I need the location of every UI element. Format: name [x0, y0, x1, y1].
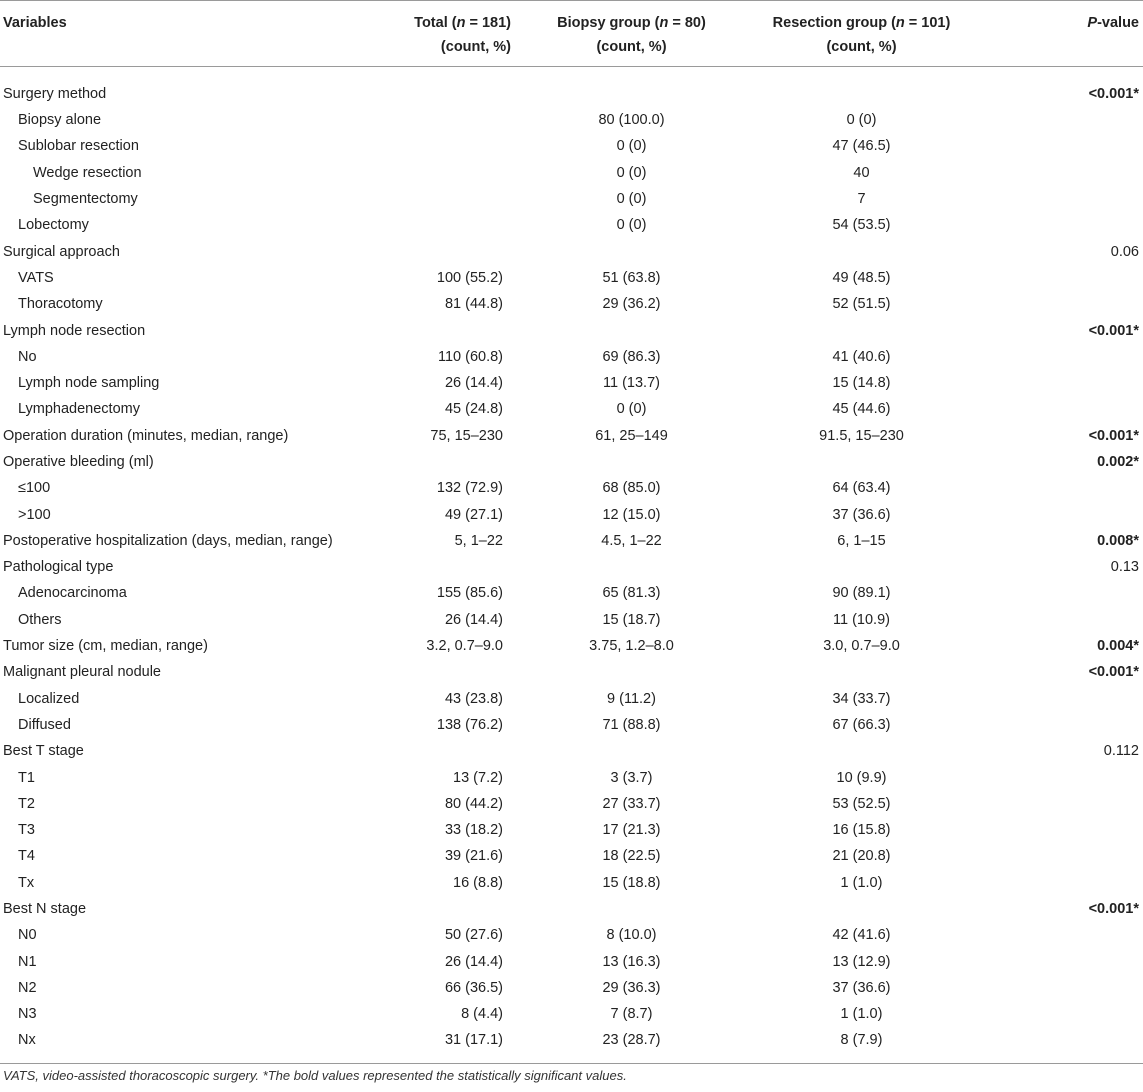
row-resection-value: 11 (10.9) — [833, 611, 890, 628]
row-pvalue — [975, 975, 1143, 1001]
row-biopsy-value: 65 (81.3) — [602, 585, 661, 602]
row-total-value: 33 (18.2) — [444, 822, 503, 839]
row-resection-value: 67 (66.3) — [832, 716, 891, 733]
row-total-value: 49 (27.1) — [444, 506, 503, 523]
row-biopsy-value: 29 (36.2) — [602, 296, 661, 313]
row-total-value: 138 (76.2) — [436, 716, 503, 733]
row-resection-value — [748, 449, 975, 475]
row-total-value — [394, 238, 515, 264]
row-biopsy-value — [515, 738, 748, 764]
row-variable-label: No — [18, 348, 37, 365]
row-variable-label: Nx — [18, 1032, 36, 1049]
row-biopsy-value: 68 (85.0) — [602, 480, 661, 497]
row-total-value: 45 (24.8) — [444, 401, 503, 418]
table-row — [0, 686, 1143, 712]
row-resection-value: 42 (41.6) — [832, 927, 891, 944]
row-pvalue: 0.06 — [1110, 243, 1139, 260]
row-biopsy-value: 71 (88.8) — [602, 716, 661, 733]
row-variable-label: ≤100 — [18, 480, 51, 497]
row-variable-label: Best N stage — [3, 901, 87, 918]
row-biopsy-value: 29 (36.3) — [602, 979, 661, 996]
row-pvalue — [975, 107, 1143, 133]
row-variable-label: Tx — [18, 874, 35, 891]
row-resection-value: 90 (89.1) — [832, 585, 891, 602]
row-biopsy-value — [515, 554, 748, 580]
row-total-value — [394, 212, 515, 238]
row-total-value — [394, 896, 515, 922]
header-resection-title: Resection group (n = 101) — [772, 15, 951, 31]
row-pvalue: <0.001* — [1088, 664, 1139, 681]
row-variable-label: T3 — [18, 822, 35, 839]
row-pvalue — [975, 843, 1143, 869]
row-total-value: 100 (55.2) — [436, 269, 503, 286]
table-row — [0, 1027, 1143, 1064]
row-biopsy-value: 0 (0) — [616, 138, 647, 155]
header-total-title: Total (n = 181) — [414, 15, 511, 31]
table-row — [0, 949, 1143, 975]
table-row — [0, 817, 1143, 843]
header-resection-unit: (count, %) — [826, 39, 897, 55]
row-resection-value: 3.0, 0.7–9.0 — [823, 638, 900, 655]
row-resection-value: 8 (7.9) — [840, 1032, 883, 1049]
table-row — [0, 922, 1143, 948]
table-row — [0, 370, 1143, 396]
row-pvalue — [975, 607, 1143, 633]
table-row — [0, 633, 1143, 659]
row-resection-value: 47 (46.5) — [832, 138, 891, 155]
row-resection-value: 10 (9.9) — [836, 769, 887, 786]
table-row — [0, 212, 1143, 238]
row-variable-label: Localized — [18, 690, 80, 707]
table-row — [0, 265, 1143, 291]
row-biopsy-value — [515, 238, 748, 264]
row-resection-value: 16 (15.8) — [832, 822, 891, 839]
row-resection-value — [748, 896, 975, 922]
row-resection-value: 45 (44.6) — [832, 401, 891, 418]
row-variable-label: Wedge resection — [33, 164, 142, 181]
row-resection-value: 6, 1–15 — [837, 532, 886, 549]
table-row — [0, 501, 1143, 527]
row-variable-label: Surgical approach — [3, 243, 120, 260]
row-variable-label: Lymph node sampling — [18, 375, 160, 392]
row-resection-value — [748, 738, 975, 764]
table-row — [0, 975, 1143, 1001]
row-biopsy-value: 7 (8.7) — [610, 1006, 653, 1023]
row-pvalue — [975, 265, 1143, 291]
row-biopsy-value: 27 (33.7) — [602, 795, 661, 812]
header-row — [0, 1, 1143, 67]
row-biopsy-value: 12 (15.0) — [602, 506, 661, 523]
row-total-value — [394, 317, 515, 343]
row-total-value: 43 (23.8) — [444, 690, 503, 707]
row-total-value — [394, 160, 515, 186]
row-total-value: 3.2, 0.7–9.0 — [426, 638, 503, 655]
row-variable-label: N3 — [18, 1006, 37, 1023]
row-biopsy-value: 0 (0) — [616, 217, 647, 234]
row-pvalue — [975, 949, 1143, 975]
header-variables — [0, 1, 394, 67]
row-variable-label: Adenocarcinoma — [18, 585, 127, 602]
row-resection-value: 53 (52.5) — [832, 795, 891, 812]
row-biopsy-value: 61, 25–149 — [595, 427, 668, 444]
row-resection-value: 41 (40.6) — [832, 348, 891, 365]
row-resection-value: 91.5, 15–230 — [819, 427, 904, 444]
table-row — [0, 238, 1143, 264]
header-biopsy-title: Biopsy group (n = 80) — [557, 15, 706, 31]
row-total-value: 39 (21.6) — [444, 848, 503, 865]
table-row — [0, 896, 1143, 922]
row-pvalue — [975, 212, 1143, 238]
row-variable-label: T2 — [18, 795, 35, 812]
row-resection-value: 1 (1.0) — [840, 1006, 883, 1023]
row-variable-label: Diffused — [18, 716, 71, 733]
row-biopsy-value: 15 (18.8) — [602, 874, 661, 891]
row-variable-label: N0 — [18, 927, 37, 944]
row-total-value: 13 (7.2) — [453, 769, 503, 786]
table-row — [0, 870, 1143, 896]
table-row — [0, 449, 1143, 475]
table-row — [0, 396, 1143, 422]
row-biopsy-value — [515, 317, 748, 343]
row-biopsy-value: 23 (28.7) — [602, 1032, 661, 1049]
row-resection-value — [748, 238, 975, 264]
row-pvalue — [975, 370, 1143, 396]
table-row — [0, 67, 1143, 108]
table-row — [0, 580, 1143, 606]
header-biopsy — [515, 1, 748, 67]
row-total-value: 66 (36.5) — [444, 979, 503, 996]
row-total-value: 75, 15–230 — [430, 427, 503, 444]
row-biopsy-value: 0 (0) — [616, 164, 647, 181]
row-biopsy-value: 80 (100.0) — [598, 112, 665, 129]
row-total-value: 50 (27.6) — [444, 927, 503, 944]
table-row — [0, 659, 1143, 685]
row-total-value: 16 (8.8) — [453, 874, 503, 891]
row-pvalue — [975, 712, 1143, 738]
table-row — [0, 764, 1143, 790]
row-total-value: 26 (14.4) — [444, 375, 503, 392]
row-total-value: 81 (44.8) — [444, 296, 503, 313]
row-pvalue: 0.004* — [1097, 638, 1139, 655]
row-total-value — [394, 659, 515, 685]
row-total-value — [394, 738, 515, 764]
row-resection-value: 13 (12.9) — [832, 953, 891, 970]
row-variable-label: Lobectomy — [18, 217, 89, 234]
row-biopsy-value: 0 (0) — [616, 191, 647, 208]
row-biopsy-value — [515, 896, 748, 922]
row-biopsy-value: 15 (18.7) — [602, 611, 661, 628]
row-pvalue — [975, 922, 1143, 948]
row-resection-value: 49 (48.5) — [832, 269, 891, 286]
table-row — [0, 843, 1143, 869]
row-biopsy-value: 0 (0) — [616, 401, 647, 418]
row-pvalue — [975, 133, 1143, 159]
row-pvalue — [975, 291, 1143, 317]
table-row — [0, 528, 1143, 554]
row-biopsy-value: 13 (16.3) — [602, 953, 661, 970]
row-variable-label: N1 — [18, 953, 37, 970]
table-row — [0, 186, 1143, 212]
row-pvalue — [975, 580, 1143, 606]
row-pvalue: 0.002* — [1097, 454, 1139, 470]
table-footnote: VATS, video-assisted thoracoscopic surgery. *The bold values represented the statistically significant values. — [3, 1068, 627, 1083]
row-biopsy-value: 3.75, 1.2–8.0 — [589, 638, 674, 655]
row-variable-label: T1 — [18, 769, 35, 786]
row-pvalue — [975, 396, 1143, 422]
row-pvalue — [975, 1001, 1143, 1027]
row-total-value — [394, 107, 515, 133]
row-pvalue: 0.13 — [1110, 559, 1139, 576]
row-total-value: 26 (14.4) — [444, 611, 503, 628]
row-pvalue — [975, 764, 1143, 790]
row-biopsy-value — [515, 449, 748, 475]
row-pvalue — [975, 344, 1143, 370]
row-variable-label: Others — [18, 611, 62, 628]
row-variable-label: Lymphadenectomy — [18, 401, 140, 418]
header-pvalue: P-value — [1087, 15, 1139, 31]
header-resection — [748, 1, 975, 67]
row-total-value: 110 (60.8) — [437, 348, 503, 365]
row-resection-value — [748, 554, 975, 580]
table-row — [0, 738, 1143, 764]
row-total-value — [394, 67, 515, 108]
row-pvalue: 0.112 — [1103, 743, 1139, 760]
row-resection-value: 21 (20.8) — [832, 848, 891, 865]
table-row — [0, 317, 1143, 343]
header-total — [394, 1, 515, 67]
row-pvalue — [975, 501, 1143, 527]
row-total-value: 31 (17.1) — [444, 1032, 503, 1049]
row-total-value — [394, 554, 515, 580]
row-pvalue — [975, 186, 1143, 212]
row-resection-value: 54 (53.5) — [832, 217, 891, 234]
row-biopsy-value: 69 (86.3) — [602, 348, 661, 365]
row-resection-value — [748, 317, 975, 343]
table-row — [0, 107, 1143, 133]
row-variable-label: T4 — [18, 848, 35, 865]
header-variables-label: Variables — [3, 15, 67, 31]
row-variable-label: Surgery method — [3, 86, 107, 102]
row-biopsy-value: 9 (11.2) — [607, 690, 656, 707]
row-variable-label: Pathological type — [3, 559, 114, 576]
row-pvalue — [975, 160, 1143, 186]
table-row — [0, 554, 1143, 580]
row-resection-value: 34 (33.7) — [832, 690, 891, 707]
table-row — [0, 423, 1143, 449]
row-resection-value — [748, 659, 975, 685]
row-resection-value: 37 (36.6) — [832, 506, 891, 523]
row-variable-label: Operative bleeding (ml) — [3, 454, 154, 470]
table-row — [0, 133, 1143, 159]
row-variable-label: Postoperative hospitalization (days, median, range) — [3, 532, 333, 549]
row-variable-label: Operation duration (minutes, median, range) — [3, 427, 289, 444]
table-row — [0, 344, 1143, 370]
row-resection-value: 1 (1.0) — [840, 874, 883, 891]
row-biopsy-value: 18 (22.5) — [602, 848, 661, 865]
row-pvalue — [975, 686, 1143, 712]
row-total-value: 155 (85.6) — [436, 585, 503, 602]
header-total-unit: (count, %) — [440, 39, 511, 55]
row-resection-value: 0 (0) — [846, 112, 877, 129]
row-biopsy-value — [515, 67, 748, 108]
row-variable-label: Tumor size (cm, median, range) — [3, 638, 208, 655]
row-variable-label: Segmentectomy — [33, 191, 138, 208]
table-body — [0, 67, 1143, 1064]
row-total-value — [394, 133, 515, 159]
row-variable-label: Lymph node resection — [3, 322, 146, 339]
row-pvalue — [975, 870, 1143, 896]
table-row — [0, 791, 1143, 817]
row-biopsy-value — [515, 659, 748, 685]
row-resection-value: 7 — [857, 191, 866, 208]
row-pvalue: <0.001* — [1088, 86, 1139, 102]
row-biopsy-value: 17 (21.3) — [602, 822, 661, 839]
row-total-value: 26 (14.4) — [444, 953, 503, 970]
row-resection-value — [748, 67, 975, 108]
row-variable-label: Thoracotomy — [18, 296, 103, 313]
row-total-value: 80 (44.2) — [444, 795, 503, 812]
row-pvalue — [975, 475, 1143, 501]
row-pvalue: <0.001* — [1088, 901, 1139, 918]
row-pvalue — [975, 1027, 1143, 1064]
row-pvalue: <0.001* — [1088, 427, 1139, 444]
row-variable-label: Sublobar resection — [18, 138, 139, 155]
row-variable-label: Best T stage — [3, 743, 84, 760]
table-row — [0, 160, 1143, 186]
row-variable-label: Biopsy alone — [18, 112, 102, 129]
row-total-value: 8 (4.4) — [461, 1006, 503, 1023]
row-resection-value: 15 (14.8) — [832, 375, 891, 392]
row-resection-value: 37 (36.6) — [832, 979, 891, 996]
row-total-value — [394, 449, 515, 475]
row-variable-label: VATS — [18, 269, 54, 286]
row-pvalue: <0.001* — [1088, 322, 1139, 339]
row-biopsy-value: 8 (10.0) — [606, 927, 657, 944]
row-total-value — [394, 186, 515, 212]
row-pvalue — [975, 791, 1143, 817]
row-biopsy-value: 51 (63.8) — [602, 269, 661, 286]
row-variable-label: >100 — [18, 506, 51, 523]
table-header — [0, 1, 1143, 67]
row-pvalue — [975, 817, 1143, 843]
table-row — [0, 712, 1143, 738]
row-biopsy-value: 4.5, 1–22 — [601, 532, 662, 549]
row-total-value: 5, 1–22 — [454, 532, 503, 549]
row-resection-value: 52 (51.5) — [832, 296, 891, 313]
row-biopsy-value: 3 (3.7) — [610, 769, 653, 786]
row-resection-value: 40 — [853, 164, 870, 181]
row-variable-label: Malignant pleural nodule — [3, 664, 161, 681]
table-row — [0, 475, 1143, 501]
row-total-value: 132 (72.9) — [436, 480, 503, 497]
table-row — [0, 1001, 1143, 1027]
row-variable-label: N2 — [18, 979, 37, 996]
row-pvalue: 0.008* — [1097, 532, 1139, 549]
row-biopsy-value: 11 (13.7) — [603, 375, 660, 392]
header-biopsy-unit: (count, %) — [596, 39, 667, 55]
table-row — [0, 291, 1143, 317]
row-resection-value: 64 (63.4) — [832, 480, 891, 497]
table-row — [0, 607, 1143, 633]
